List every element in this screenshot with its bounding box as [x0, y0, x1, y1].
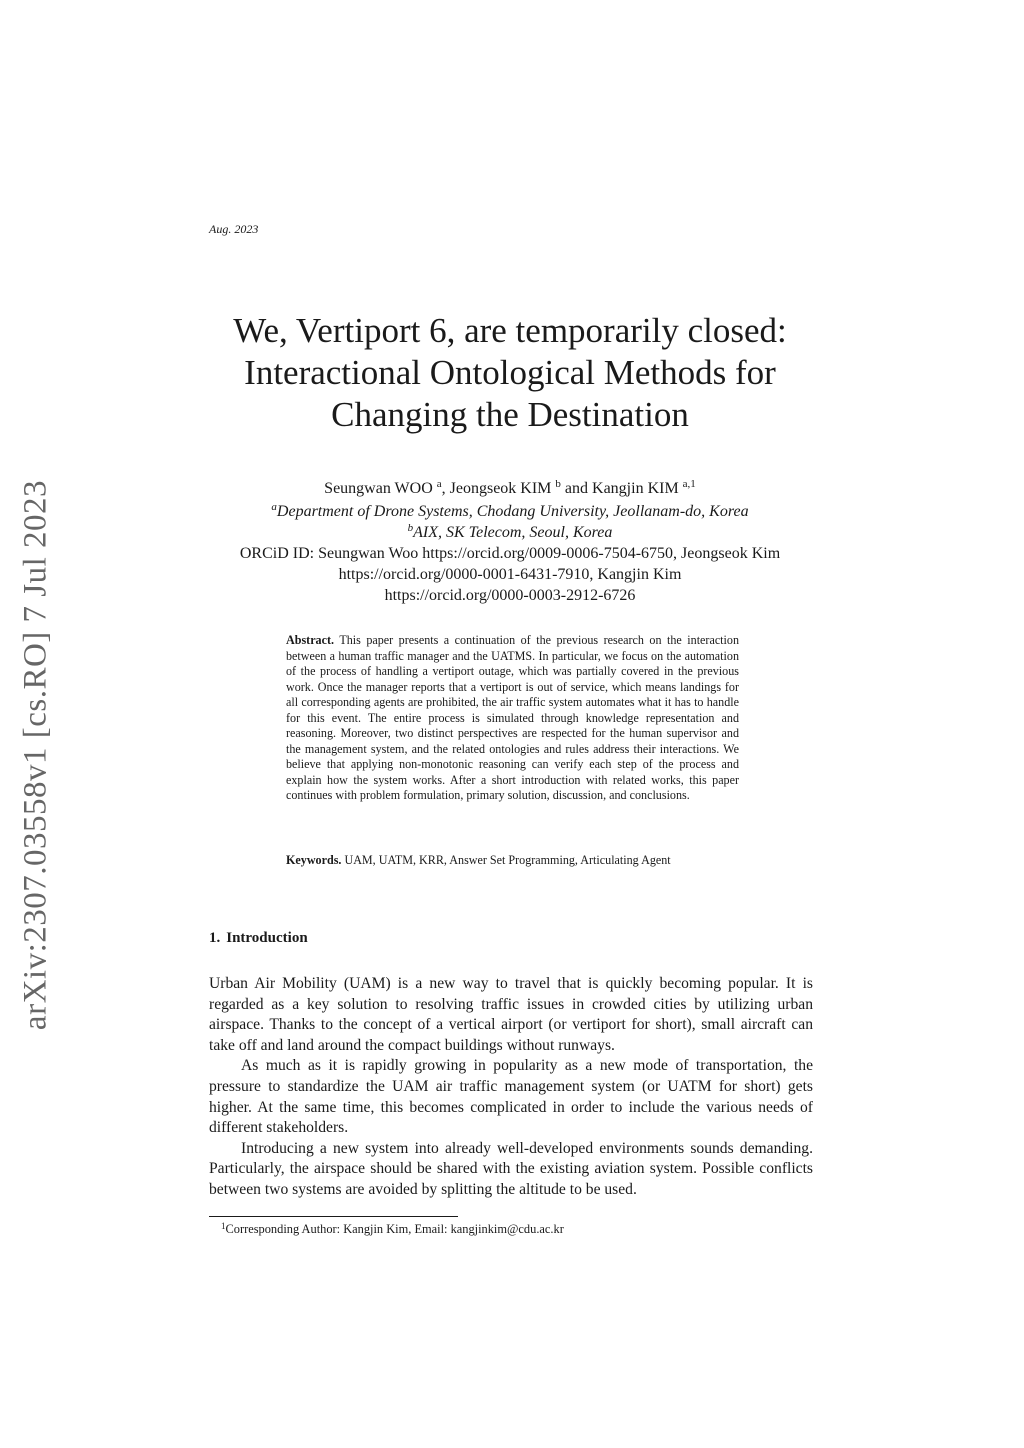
section-heading — [209, 930, 308, 947]
footnote-mark: 1 — [221, 1221, 226, 1231]
title-line: Interactional Ontological Methods for — [244, 353, 776, 392]
title-line: We, Vertiport 6, are temporarily closed: — [233, 311, 787, 350]
paper-title — [150, 310, 870, 436]
paragraph: Urban Air Mobility (UAM) is a new way to travel that is quickly becoming popular. It is regarded as a key solution to resolving traffic issues in crowded cities by utilizing urban airspace. Thanks to the concept of a vertical airport (or vertiport for short), small aircraft can take off and land around the compact buildings without runways. — [209, 975, 813, 1054]
affiliation-mark: b — [407, 522, 414, 534]
orcid-line: ORCiD ID: Seungwan Woo https://orcid.org/0009-0006-7504-6750, Jeongseok Kim — [239, 545, 781, 562]
keywords-text: UAM, UATM, KRR, Answer Set Programming, Articulating Agent — [341, 853, 671, 867]
affiliation-text: AIX, SK Telecom, Seoul, Korea — [413, 524, 613, 541]
author-affiliation-mark: a,1 — [682, 478, 696, 490]
affiliation — [150, 522, 870, 543]
author-separator: and — [560, 480, 593, 497]
arxiv-stamp — [12, 470, 60, 1040]
publication-date: Aug. 2023 — [209, 222, 259, 236]
paragraph: Introducing a new system into already well-developed environments sounds demanding. Particularly, the airspace should be shared with the existing aviation system. Possible conflicts between two systems are avoided by splitting the altitude to be used. — [209, 1139, 813, 1198]
footnote — [221, 1221, 564, 1237]
section-title: Introduction — [226, 930, 308, 946]
abstract-label: Abstract. — [286, 633, 335, 647]
abstract-text: This paper presents a continuation of the previous research on the interaction between a human traffic manager and the UATMS. In particular, we focus on the automation of the process of handling a vertiport outage, which was partially covered in the previous work. Once the manager reports that a vertiport is out of service, which means landings for all corresponding agents are prohibited, the air traffic system automates what it has to handle for this event. The entire process is simulated through knowledge representation and reasoning. Moreover, two distinct perspectives are respected for the human supervisor and the management system, and the related ontologies and rules address their interactions. We believe that applying non-monotonic reasoning can verify each step of the process and explain how the system works. After a short introduction with related works, this paper continues with problem formulation, primary solution, discussion, and conclusions. — [286, 633, 739, 802]
footnote-rule — [209, 1216, 458, 1217]
keywords-label: Keywords. — [286, 853, 342, 867]
author-name: Kangjin KIM — [592, 480, 679, 497]
section-number: 1. — [209, 930, 221, 946]
affiliation — [150, 501, 870, 522]
author-list — [150, 478, 870, 499]
keywords — [286, 853, 739, 869]
arxiv-stamp-text: arXiv:2307.03558v1 [cs.RO] 7 Jul 2023 — [17, 479, 54, 1031]
abstract — [286, 633, 739, 804]
affiliation-text: Department of Drone Systems, Chodang University, Jeollanam-do, Korea — [276, 503, 749, 520]
orcid-line: https://orcid.org/0000-0003-2912-6726 — [384, 587, 636, 604]
title-line: Changing the Destination — [331, 395, 689, 434]
paragraph: As much as it is rapidly growing in popularity as a new mode of transportation, the pressure to standardize the UAM air traffic management system (or UATM for short) gets higher. At the same time, this becomes complicated in order to include the various needs of different stakeholders. — [209, 1057, 813, 1137]
author-name: Seungwan WOO — [324, 480, 433, 497]
footnote-text: Corresponding Author: Kangjin Kim, Email: kangjinkim@cdu.ac.kr — [225, 1222, 564, 1236]
author-separator: , — [441, 480, 450, 497]
affiliation-mark: a — [271, 501, 277, 513]
body-text — [209, 974, 813, 1201]
author-affiliation-mark: a — [436, 478, 442, 490]
author-affiliation-mark: b — [555, 478, 561, 490]
orcid-line: https://orcid.org/0000-0001-6431-7910, Kangjin Kim — [338, 566, 682, 583]
orcid-block — [150, 543, 870, 606]
author-name: Jeongseok KIM — [449, 480, 552, 497]
